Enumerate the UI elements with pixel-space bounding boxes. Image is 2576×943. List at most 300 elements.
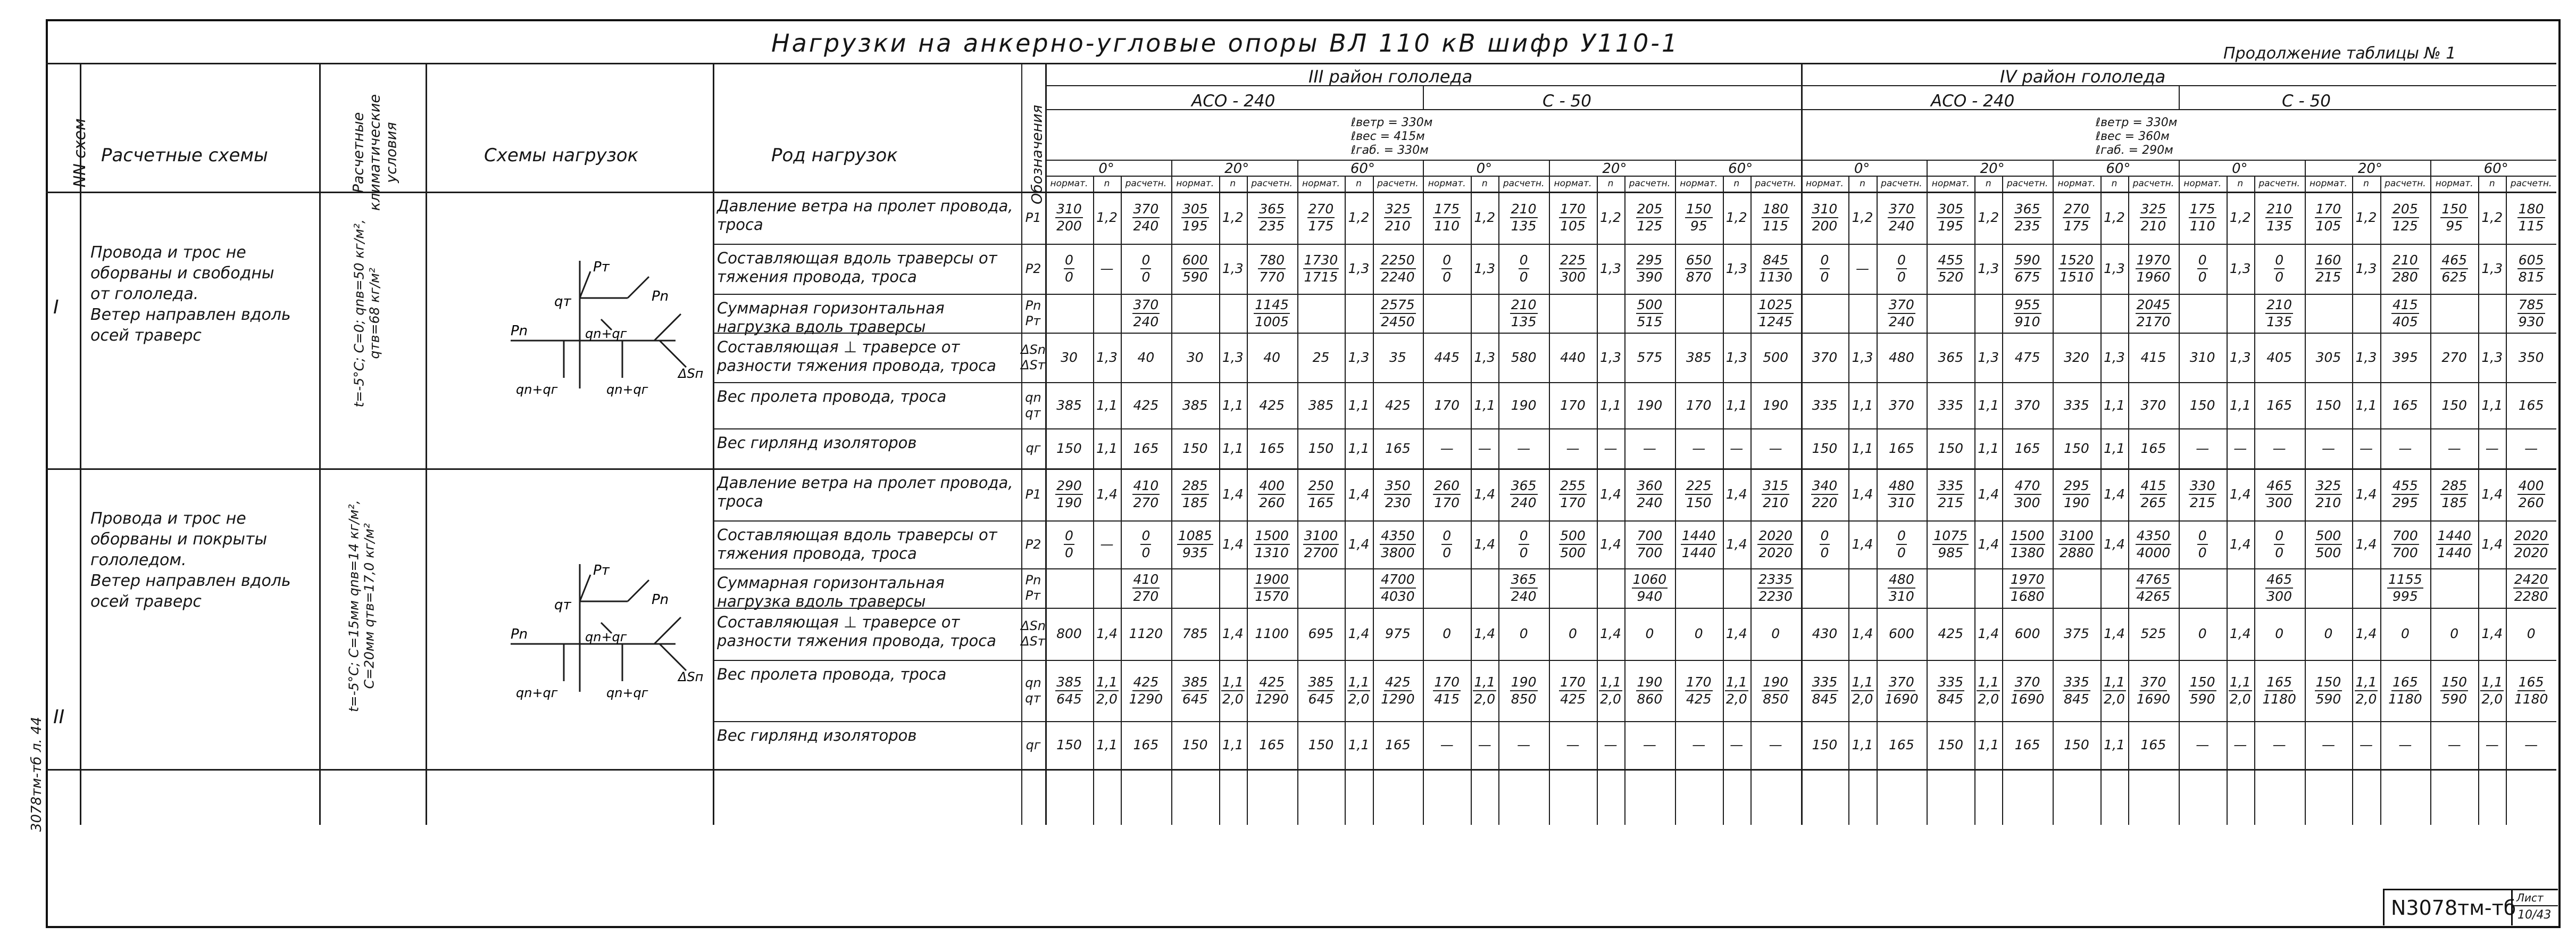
table-cell: 0 [2275,626,2284,641]
subcol-header-c: расчетн. [2385,178,2426,189]
table-cell: $\frac{0}{0}$ [1141,252,1151,285]
table-cell: 1,2 [1096,210,1118,225]
designation-symbol: P2 [1025,261,1041,276]
table-cell: 1,4 [1348,626,1370,641]
table-cell: 1,4 [1725,626,1747,641]
table-cell: $\frac{365}{240}$ [1511,572,1537,604]
table-cell: $\frac{210}{135}$ [2266,296,2292,329]
table-cell: 190 [1511,397,1537,413]
table-cell: 1,4 [1222,486,1244,502]
subcol-header-a: нормат. [2183,178,2222,189]
angle-header: 60° [1350,161,1375,177]
angle-header: 0° [1476,161,1493,177]
table-cell: 1,4 [2355,536,2377,552]
table-cell: 1,4 [2481,486,2503,502]
table-cell: 1,2 [1600,210,1621,225]
table-cell [1848,568,1876,608]
table-cell: 370 [2014,397,2040,413]
table-cell: — [1692,440,1706,456]
table-cell: 1,4 [2355,486,2377,502]
table-cell: 1,4 [2481,626,2503,641]
diagram2-label-qn-qg-center: qn+qг [585,630,627,644]
table-cell: 440 [1560,349,1586,365]
table-cell: 1,4 [1600,626,1621,641]
table-cell: — [1643,737,1656,752]
load-type-label: Вес гирлянд изоляторов [717,434,917,452]
subcol-header-c: расчетн. [2258,178,2300,189]
doc-code: N3078тм-тб [2391,896,2516,920]
table-cell: $\frac{590}{675}$ [2014,252,2040,285]
table-cell: 350 [2518,349,2544,365]
table-cell: 1,3 [2355,349,2377,365]
table-cell: 165 [2140,737,2166,752]
table-cell: 150 [1308,737,1334,752]
table-cell: $\frac{1075}{985}$ [1933,528,1968,560]
table-cell [1675,568,1723,608]
table-cell: $\frac{150}{590}$ [2189,674,2215,707]
table-cell: $\frac{1,1}{2,0}$ [1978,674,1999,707]
subcol-header-b: n [1607,178,1614,189]
subcol-header-b: n [2237,178,2244,189]
table-cell: $\frac{780}{770}$ [1259,252,1285,285]
table-cell [2179,568,2227,608]
table-cell: 1,1 [1978,737,1999,752]
table-cell: — [2233,737,2247,752]
table-cell: $\frac{1970}{1960}$ [2136,252,2171,285]
table-cell: $\frac{170}{105}$ [2315,201,2341,234]
subcol-header-a: нормат. [1680,178,1718,189]
table-cell: $\frac{1970}{1680}$ [2010,572,2045,604]
table-cell: 1,4 [1348,486,1370,502]
table-cell: $\frac{160}{215}$ [2315,252,2341,285]
table-cell: $\frac{370}{1690}$ [1885,674,1919,707]
region-3-label: III район гололеда [1308,67,1473,87]
table-cell: 25 [1312,349,1330,365]
table-cell: $\frac{3100}{2700}$ [1304,528,1338,560]
table-cell: $\frac{350}{230}$ [1385,478,1411,510]
scheme-1-number: I [53,296,59,318]
table-cell [1423,568,1471,608]
table-cell: $\frac{465}{300}$ [2266,572,2292,604]
subcol-header-b: n [2489,178,2495,189]
table-cell: 1,4 [1474,626,1496,641]
table-cell: $\frac{0}{0}$ [1519,252,1528,285]
span-wind-r3: ℓветр = 330м [1351,116,1433,129]
subcol-header-b: n [1481,178,1488,189]
table-cell: 975 [1385,626,1411,641]
diagram2-label-qn-qg-left: qn+qг [516,685,558,700]
table-cell [1549,568,1597,608]
table-cell [1093,568,1121,608]
table-cell [1171,568,1219,608]
table-cell: $\frac{1,1}{2,0}$ [2229,674,2251,707]
table-cell: 1,4 [1474,536,1496,552]
table-cell: $\frac{455}{520}$ [1938,252,1964,285]
table-cell [1927,294,1974,333]
load-type-label: Составляющая ⊥ траверсе от разности тяжения провода, троса [717,338,996,375]
table-cell: $\frac{170}{105}$ [1560,201,1586,234]
table-cell: 190 [1637,397,1663,413]
load-type-label: Давление ветра на пролет провода, троса [717,474,1013,511]
table-cell: $\frac{210}{135}$ [2266,201,2292,234]
table-cell: $\frac{285}{185}$ [1182,478,1208,510]
table-cell [2352,294,2380,333]
table-cell [2100,294,2128,333]
table-cell [1471,568,1498,608]
table-cell: 30 [1186,349,1204,365]
table-cell: $\frac{190}{860}$ [1637,674,1663,707]
subcol-header-a: нормат. [1428,178,1466,189]
diagram2-label-pn-left: Pn [511,626,528,642]
table-cell: 1,1 [1348,737,1370,752]
angle-header: 60° [2106,161,2131,177]
table-title: Нагрузки на анкерно-угловые опоры ВЛ 110 кВ шифр У110-1 [771,29,1680,57]
table-cell: — [1730,440,1744,456]
diagram2-label-qt: qт [554,597,571,613]
table-cell: — [2398,737,2412,752]
table-cell: 150 [1938,440,1964,456]
table-cell: 370 [1812,349,1838,365]
table-cell: $\frac{335}{845}$ [1812,674,1838,707]
table-cell: 385 [1182,397,1208,413]
subcol-header-b: n [1230,178,1236,189]
table-cell: $\frac{210}{135}$ [1511,296,1537,329]
table-cell: 1,3 [1348,261,1370,276]
table-cell: $\frac{1730}{1715}$ [1304,252,1338,285]
sheet-label: Лист [2516,891,2544,904]
table-cell: 1100 [1255,626,1289,641]
table-cell: 1,2 [2229,210,2251,225]
table-cell: $\frac{165}{1180}$ [2388,674,2422,707]
angle-header: 0° [1098,161,1114,177]
table-cell: $\frac{305}{195}$ [1938,201,1964,234]
table-cell: $\frac{0}{0}$ [1141,528,1151,560]
subcol-header-c: расчетн. [2006,178,2048,189]
table-cell: 1,3 [2481,349,2503,365]
load-type-label: Давление ветра на пролет провода, троса [717,197,1013,234]
table-cell: 1,3 [1222,349,1244,365]
table-cell [1801,568,1849,608]
table-cell: 425 [1938,626,1964,641]
table-cell: $\frac{1155}{995}$ [2388,572,2422,604]
table-cell [2430,294,2478,333]
table-cell: $\frac{650}{870}$ [1686,252,1712,285]
table-cell: $\frac{410}{270}$ [1133,572,1159,604]
table-cell: 1,4 [1852,486,1873,502]
table-cell: $\frac{1500}{1380}$ [2010,528,2045,560]
table-cell: 335 [1938,397,1964,413]
table-cell: 1,4 [2229,536,2251,552]
table-cell: $\frac{1,1}{2,0}$ [1348,674,1370,707]
designation-symbol: ΔSn ΔSт [1021,618,1046,649]
wire-c-50-r3: С - 50 [1543,92,1591,111]
table-cell: $\frac{340}{220}$ [1812,478,1838,510]
table-cell: 1,4 [2104,536,2125,552]
table-cell: $\frac{150}{590}$ [2315,674,2341,707]
table-cell: $\frac{2020}{2020}$ [2514,528,2548,560]
table-cell: 1,1 [2104,737,2125,752]
sheet-number: 10/43 [2517,908,2552,922]
table-cell: 0 [1771,626,1780,641]
table-cell: 1,3 [1222,261,1244,276]
table-cell [1974,294,2002,333]
table-cell [1045,294,1093,333]
table-cell: 165 [2140,440,2166,456]
table-cell: $\frac{295}{390}$ [1637,252,1663,285]
table-cell: $\frac{335}{845}$ [2064,674,2089,707]
table-cell [1171,294,1219,333]
table-cell: $\frac{4350}{3800}$ [1381,528,1415,560]
table-cell: 35 [1389,349,1406,365]
table-cell: — [2196,440,2210,456]
scheme-2-climate: t=-5°C; C=15мм qnв=14 кг/м², C=20мм qтв=17,0 кг/м² [346,500,377,713]
table-cell: $\frac{0}{0}$ [1897,528,1906,560]
table-cell: $\frac{210}{280}$ [2392,252,2418,285]
angle-header: 20° [2357,161,2382,177]
angle-header: 60° [1728,161,1753,177]
table-cell: 1,1 [2104,397,2125,413]
table-cell: 1,3 [1096,349,1118,365]
table-cell: $\frac{465}{300}$ [2266,478,2292,510]
side-stamp: 3078тм-тб л. 44 [29,716,45,832]
table-cell [1345,294,1372,333]
table-cell: $\frac{370}{240}$ [1133,201,1159,234]
table-cell: 150 [2441,397,2467,413]
table-cell: 0 [1443,626,1452,641]
subcol-header-b: n [1985,178,1991,189]
table-cell: $\frac{1,1}{2,0}$ [1852,674,1873,707]
load-type-label: Суммарная горизонтальная нагрузка вдоль траверсы [717,574,945,611]
table-cell: $\frac{1,1}{2,0}$ [2481,674,2503,707]
table-cell: 0 [2400,626,2410,641]
subcol-header-b: n [1733,178,1740,189]
table-cell: 1,2 [1852,210,1873,225]
angle-header: 0° [1854,161,1870,177]
table-cell: $\frac{4350}{4000}$ [2136,528,2171,560]
table-cell: 1,4 [2104,626,2125,641]
table-cell: $\frac{0}{0}$ [2275,528,2284,560]
table-cell: $\frac{4700}{4030}$ [1381,572,1415,604]
load-type-label: Составляющая вдоль траверсы от тяжения провода, троса [717,249,997,286]
table-cell: 425 [1385,397,1411,413]
table-cell: $\frac{455}{295}$ [2392,478,2418,510]
table-cell: 375 [2064,626,2089,641]
table-cell [1219,568,1247,608]
table-cell: 1,3 [2355,261,2377,276]
table-cell: $\frac{175}{110}$ [2189,201,2215,234]
table-cell: $\frac{1085}{935}$ [1178,528,1212,560]
load-type-label: Вес пролета провода, троса [717,665,947,683]
table-cell: $\frac{845}{1130}$ [1758,252,1793,285]
designation-symbol: ΔSn ΔSт [1021,342,1046,373]
table-cell: $\frac{205}{125}$ [1637,201,1663,234]
table-cell: $\frac{365}{235}$ [2014,201,2040,234]
designation-symbol: P1 [1025,486,1041,502]
table-cell: $\frac{415}{265}$ [2140,478,2166,510]
table-cell: 40 [1137,349,1155,365]
table-cell [2053,294,2100,333]
table-cell: 150 [1812,440,1838,456]
table-cell: 1,1 [1096,737,1118,752]
table-cell: $\frac{165}{1180}$ [2514,674,2548,707]
table-cell: $\frac{3100}{2880}$ [2060,528,2094,560]
subcol-header-a: нормат. [1931,178,1970,189]
table-cell: $\frac{700}{700}$ [1637,528,1663,560]
subcol-header-c: расчетн. [2132,178,2174,189]
table-cell: — [1566,440,1580,456]
table-cell: 1,1 [1348,440,1370,456]
table-cell: 150 [1308,440,1334,456]
table-cell: 425 [1259,397,1285,413]
table-cell: 270 [2441,349,2467,365]
table-cell: 1,1 [1600,397,1621,413]
table-cell: 170 [1560,397,1586,413]
table-cell [2305,568,2353,608]
subcol-header-c: расчетн. [1377,178,1419,189]
table-cell: 1120 [1129,626,1163,641]
load-type-label: Суммарная горизонтальная нагрузка вдоль траверсы [717,299,945,336]
table-cell: 1,1 [1222,440,1244,456]
table-cell: $\frac{325}{210}$ [2140,201,2166,234]
table-cell: $\frac{370}{1690}$ [2136,674,2171,707]
table-cell: 1,4 [1348,536,1370,552]
table-cell: — [2321,440,2335,456]
table-cell: $\frac{1,1}{2,0}$ [2355,674,2377,707]
table-cell: — [2524,440,2538,456]
table-cell: $\frac{1,1}{2,0}$ [1096,674,1118,707]
table-cell [1801,294,1849,333]
span-wind-r4: ℓветр = 330м [2096,116,2178,129]
table-cell: $\frac{175}{110}$ [1434,201,1460,234]
header-load-type: Род нагрузок [771,145,898,166]
table-cell: 1,1 [2355,397,2377,413]
table-cell: 405 [2266,349,2292,365]
table-cell: $\frac{170}{415}$ [1434,674,1460,707]
diagram-label-qn-qg-left: qn+qг [516,382,558,397]
subcol-header-c: расчетн. [1125,178,1167,189]
table-cell: 165 [1259,440,1285,456]
table-cell: $\frac{0}{0}$ [1820,528,1829,560]
table-cell: 1,4 [2481,536,2503,552]
table-cell: $\frac{1520}{1510}$ [2060,252,2094,285]
table-cell: 1,3 [1600,349,1621,365]
table-cell [2227,568,2254,608]
table-cell: $\frac{0}{0}$ [2275,252,2284,285]
table-cell: — [2359,440,2373,456]
wire-aso-240-r3: АСО - 240 [1191,92,1276,111]
table-cell: — [1604,737,1618,752]
table-cell: $\frac{0}{0}$ [1820,252,1829,285]
diagram-label-pn-left: Pn [511,323,528,339]
table-cell: 165 [1385,440,1411,456]
table-cell: $\frac{250}{165}$ [1308,478,1334,510]
table-cell: 1,4 [1978,536,1999,552]
table-cell: $\frac{370}{240}$ [1889,201,1914,234]
table-cell: 480 [1889,349,1914,365]
table-cell: — [1440,737,1454,752]
table-cell: 165 [2266,397,2292,413]
table-cell: 1,4 [1600,486,1621,502]
table-cell: $\frac{500}{500}$ [1560,528,1586,560]
table-cell: 150 [1182,440,1208,456]
table-cell: 150 [2315,397,2341,413]
subcol-header-c: расчетн. [1251,178,1293,189]
subcol-header-c: расчетн. [1629,178,1671,189]
table-cell [1093,294,1121,333]
table-cell: $\frac{150}{590}$ [2441,674,2467,707]
table-cell: 0 [2198,626,2207,641]
table-cell: $\frac{1440}{1440}$ [1681,528,1716,560]
table-cell: 335 [1812,397,1838,413]
diagram-label-pt: Pт [593,259,610,275]
table-cell: 150 [1182,737,1208,752]
table-cell: 1,3 [2229,349,2251,365]
table-cell: 1,3 [1978,349,1999,365]
table-cell [1597,294,1624,333]
table-cell: $\frac{150}{95}$ [1686,201,1712,234]
table-cell: — [1769,737,1782,752]
table-cell: $\frac{365}{240}$ [1511,478,1537,510]
designation-symbol: Pn Pт [1025,297,1041,328]
table-cell: 1,4 [1725,536,1747,552]
table-cell: 395 [2392,349,2418,365]
table-cell [1723,568,1750,608]
table-cell: 425 [1133,397,1159,413]
table-cell: $\frac{1,1}{2,0}$ [1222,674,1244,707]
table-cell: — [1692,737,1706,752]
table-cell: $\frac{1500}{1310}$ [1255,528,1289,560]
diagram-label-qn-qg-right: qn+qг [606,382,648,397]
table-cell: 165 [2392,397,2418,413]
table-cell: $\frac{1440}{1440}$ [2437,528,2472,560]
table-cell: 1,1 [1978,440,1999,456]
table-cell: $\frac{0}{0}$ [2198,252,2207,285]
table-cell: $\frac{0}{0}$ [1065,252,1073,285]
table-cell: — [2272,440,2286,456]
subcol-header-b: n [1356,178,1362,189]
span-weight-r4: ℓвес = 360м [2096,130,2170,143]
table-cell [1927,568,1974,608]
table-cell: $\frac{480}{310}$ [1889,572,1914,604]
table-cell: $\frac{2575}{2450}$ [1381,296,1415,329]
table-cell: $\frac{370}{240}$ [1133,296,1159,329]
subcol-header-c: расчетн. [1755,178,1796,189]
table-cell: $\frac{425}{1290}$ [1255,674,1289,707]
table-cell: — [1604,440,1618,456]
table-cell: $\frac{0}{0}$ [1443,528,1452,560]
table-cell: $\frac{1060}{940}$ [1632,572,1667,604]
table-cell: 1,3 [1474,261,1496,276]
table-cell: $\frac{180}{115}$ [2518,201,2544,234]
table-cell [1549,294,1597,333]
table-cell: — [2485,737,2499,752]
table-cell [1297,294,1345,333]
table-cell: 1,2 [1978,210,1999,225]
table-cell: 1,4 [1096,626,1118,641]
table-cell [2053,568,2100,608]
table-cell: $\frac{2420}{2280}$ [2514,572,2548,604]
table-cell: 1,3 [2104,261,2125,276]
span-weight-r3: ℓвес = 415м [1351,130,1425,143]
table-cell: $\frac{270}{175}$ [1308,201,1334,234]
table-cell: 1,4 [1978,486,1999,502]
table-cell: $\frac{385}{645}$ [1182,674,1208,707]
header-climate: Расчетные климатические условия [350,94,400,211]
wire-aso-240-r4: АСО - 240 [1931,92,2015,111]
diagram2-label-qn-qg-right: qn+qг [606,685,648,700]
angle-header: 20° [1980,161,2005,177]
table-cell: $\frac{1,1}{2,0}$ [1474,674,1496,707]
